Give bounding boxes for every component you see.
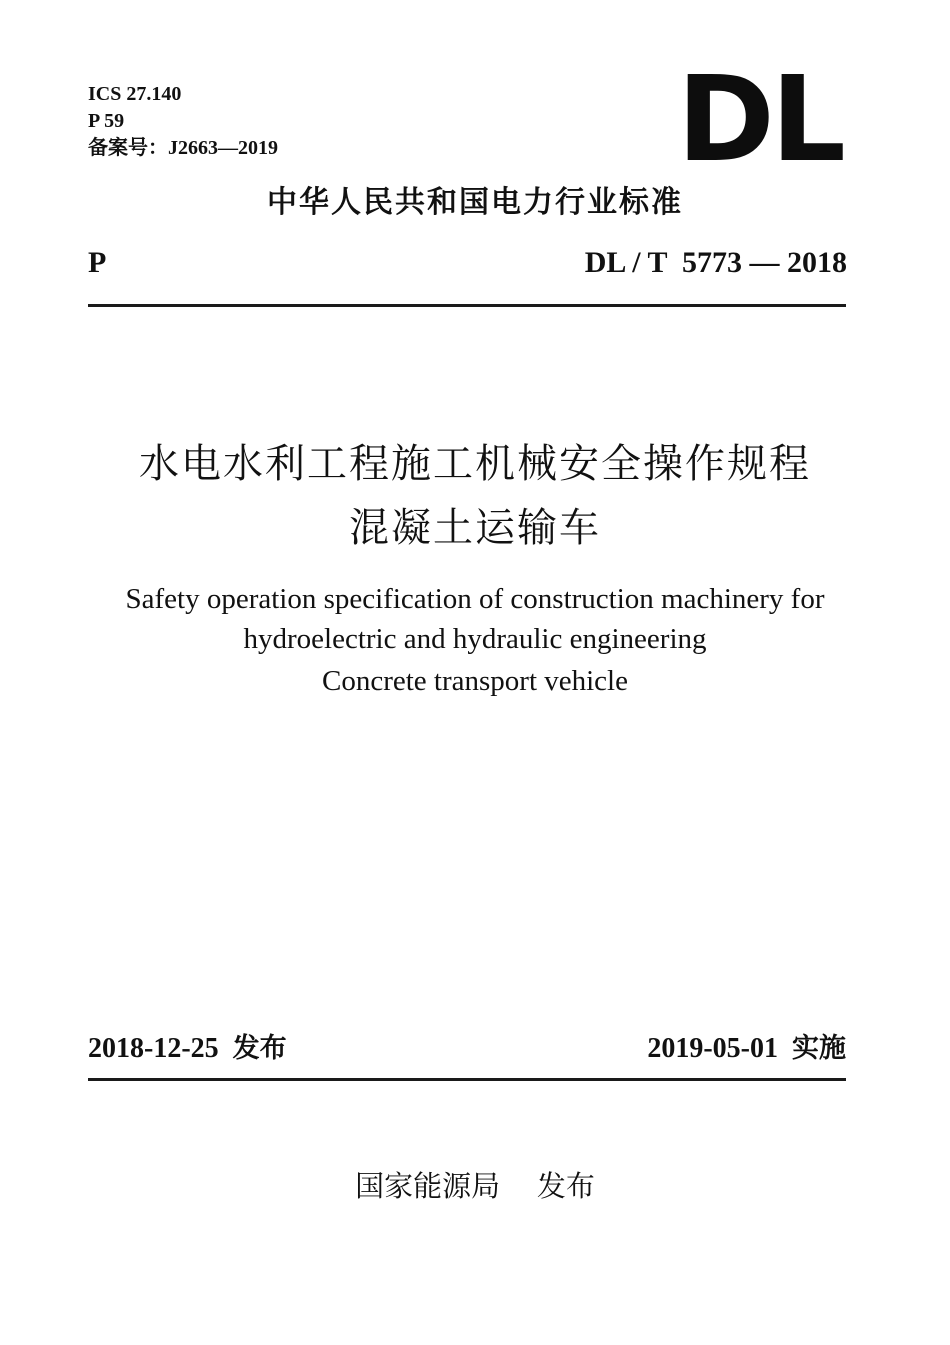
publisher: 国家能源局 发布: [355, 1169, 595, 1203]
issue-date: 2018-12-25: [88, 1033, 219, 1064]
ics-code: ICS 27.140: [88, 83, 182, 105]
implement-label: 实施: [792, 1033, 846, 1064]
title-en-line1: Safety operation specification of construction machinery for: [125, 583, 825, 615]
filing-number: 备案号：J2663—2019: [88, 137, 278, 159]
standard-type: 中华人民共和国电力行业标准: [267, 185, 683, 220]
title-cn-line2: 混凝土运输车: [349, 505, 601, 551]
divider-top: [88, 304, 846, 307]
implement-date-block: [647, 1031, 846, 1067]
implement-date: 2019-05-01: [647, 1033, 778, 1064]
dl-logo: DL: [676, 50, 842, 188]
p-code: P 59: [88, 110, 125, 132]
divider-bottom: [88, 1078, 846, 1081]
title-cn-line1: 水电水利工程施工机械安全操作规程: [139, 441, 811, 487]
issue-date-block: [88, 1031, 287, 1067]
issue-label: 发布: [232, 1033, 287, 1064]
standard-code: DL / T 5773 — 2018: [584, 246, 847, 279]
standard-class: P: [88, 246, 107, 279]
title-en-line3: Concrete transport vehicle: [322, 665, 628, 697]
title-en-line2: hydroelectric and hydraulic engineering: [243, 623, 707, 655]
